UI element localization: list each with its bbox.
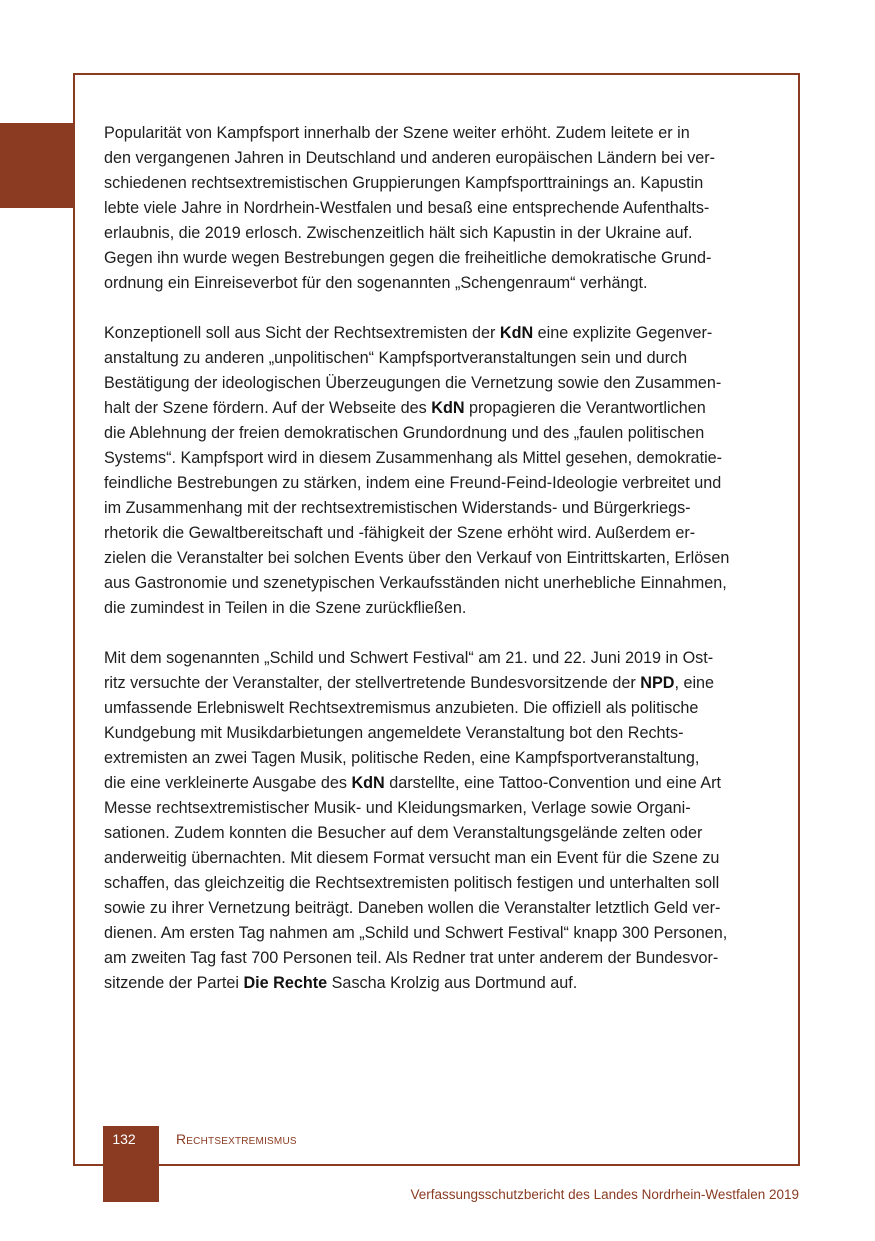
side-tab-marker [0,123,75,208]
text-segment: umfassende Erlebniswelt Rechtsextremismus anzubieten. Die offiziell als politische [104,699,699,717]
text-line [104,421,772,446]
text-line [104,846,772,871]
text-segment: dienen. Am ersten Tag nahmen am „Schild und Schwert Festival“ knapp 300 Personen, [104,924,728,942]
text-segment: Messe rechtsextremistischer Musik- und Kleidungsmarken, Verlage sowie Organi- [104,799,691,817]
text-segment: ritz versuchte der Veranstalter, der stellvertretende Bundesvorsitzende der [104,674,641,692]
text-line [104,821,772,846]
text-line [104,321,772,346]
text-segment: rhetorik die Gewaltbereitschaft und -fähigkeit der Szene erhöht wird. Außerdem er- [104,524,696,542]
text-line [104,121,772,146]
bold-term: KdN [431,399,465,417]
text-segment: Konzeptionell soll aus Sicht der Rechtsextremisten der [104,324,500,342]
bold-term: KdN [499,324,534,342]
text-segment: die Ablehnung der freien demokratischen Grundordnung und des „faulen politischen [104,424,705,442]
text-line [104,271,772,296]
text-line [104,896,772,921]
text-segment: anderweitig übernachten. Mit diesem Format versucht man ein Event für die Szene zu [104,849,720,867]
text-segment: darstellte, eine Tattoo-Convention und eine Art [384,774,722,792]
text-line [104,796,772,821]
text-line [104,521,772,546]
text-line [104,646,772,671]
text-line [104,971,772,996]
text-segment: die eine verkleinerte Ausgabe des [104,774,352,792]
text-segment: am zweiten Tag fast 700 Personen teil. Als Redner trat unter anderem der Bundesvor- [104,949,719,967]
bold-term: Die Rechte [243,974,328,992]
text-segment: eine explizite Gegenver- [533,324,713,342]
text-segment: Bestätigung der ideologischen Überzeugungen die Vernetzung sowie den Zusammen- [104,374,722,392]
text-segment: aus Gastronomie und szenetypischen Verkaufsständen nicht unerhebliche Einnahmen, [104,574,727,592]
text-line [104,346,772,371]
body-text [104,121,772,1021]
text-segment: propagieren die Verantwortlichen [464,399,706,417]
text-line [104,371,772,396]
section-title: Rechtsextremismus [176,1131,297,1147]
text-segment: , eine [674,674,715,692]
text-line [104,546,772,571]
text-line [104,596,772,621]
bold-term: NPD [640,674,675,692]
text-segment: Gegen ihn wurde wegen Bestrebungen gegen die freiheitliche demokratische Grund- [104,249,712,267]
text-segment: feindliche Bestrebungen zu stärken, indem eine Freund-Feind-Ideologie verbreitet und [104,474,722,492]
text-line [104,171,772,196]
text-segment: extremisten an zwei Tagen Musik, politische Reden, eine Kampfsportveranstaltung, [104,749,700,767]
text-segment: Mit dem sogenannten „Schild und Schwert Festival“ am 21. und 22. Juni 2019 in Ost- [104,649,714,667]
text-segment: sitzende der Partei [104,974,244,992]
text-line [104,671,772,696]
text-segment: zielen die Veranstalter bei solchen Events über den Verkauf von Eintrittskarten, Erlösen [104,549,730,567]
text-line [104,496,772,521]
paragraph [104,321,772,621]
text-segment: erlaubnis, die 2019 erlosch. Zwischenzeitlich hält sich Kapustin in der Ukraine auf. [104,224,693,242]
text-segment: sationen. Zudem konnten die Besucher auf dem Veranstaltungsgelände zelten oder [104,824,703,842]
bold-term: KdN [351,774,385,792]
text-segment: anstaltung zu anderen „unpolitischen“ Kampfsportveranstaltungen sein und durch [104,349,688,367]
text-line [104,396,772,421]
text-segment: Sascha Krolzig aus Dortmund auf. [327,974,578,992]
text-line [104,696,772,721]
text-line [104,921,772,946]
text-segment: Systems“. Kampfsport wird in diesem Zusammenhang als Mittel gesehen, demokratie- [104,449,723,467]
text-segment: ordnung ein Einreiseverbot für den sogenannten „Schengenraum“ verhängt. [104,274,648,292]
page-number: 132 [112,1131,136,1147]
text-segment: Kundgebung mit Musikdarbietungen angemeldete Veranstaltung bot den Rechts- [104,724,684,742]
paragraph [104,121,772,296]
text-line [104,471,772,496]
paragraph [104,646,772,996]
footer-text: Verfassungsschutzbericht des Landes Nordrhein-Westfalen 2019 [410,1187,799,1202]
text-segment: im Zusammenhang mit der rechtsextremistischen Widerstands- und Bürgerkriegs- [104,499,691,517]
text-line [104,146,772,171]
text-line [104,871,772,896]
text-line [104,946,772,971]
text-segment: sowie zu ihrer Vernetzung beiträgt. Daneben wollen die Veranstalter letztlich Geld ver- [104,899,721,917]
text-line [104,746,772,771]
text-segment: lebte viele Jahre in Nordrhein-Westfalen und besaß eine entsprechende Aufenthalts- [104,199,710,217]
text-segment: den vergangenen Jahren in Deutschland und anderen europäischen Ländern bei ver- [104,149,716,167]
text-line [104,721,772,746]
page-number-box [103,1126,159,1202]
text-line [104,221,772,246]
text-line [104,246,772,271]
text-segment: schaffen, das gleichzeitig die Rechtsextremisten politisch festigen und unterhalten soll [104,874,720,892]
text-segment: die zumindest in Teilen in die Szene zurückfließen. [104,599,467,617]
text-line [104,571,772,596]
text-segment: halt der Szene fördern. Auf der Webseite des [104,399,432,417]
text-segment: Popularität von Kampfsport innerhalb der Szene weiter erhöht. Zudem leitete er in [104,124,690,142]
text-line [104,771,772,796]
text-line [104,446,772,471]
text-segment: schiedenen rechtsextremistischen Gruppierungen Kampfsporttrainings an. Kapustin [104,174,704,192]
text-line [104,196,772,221]
